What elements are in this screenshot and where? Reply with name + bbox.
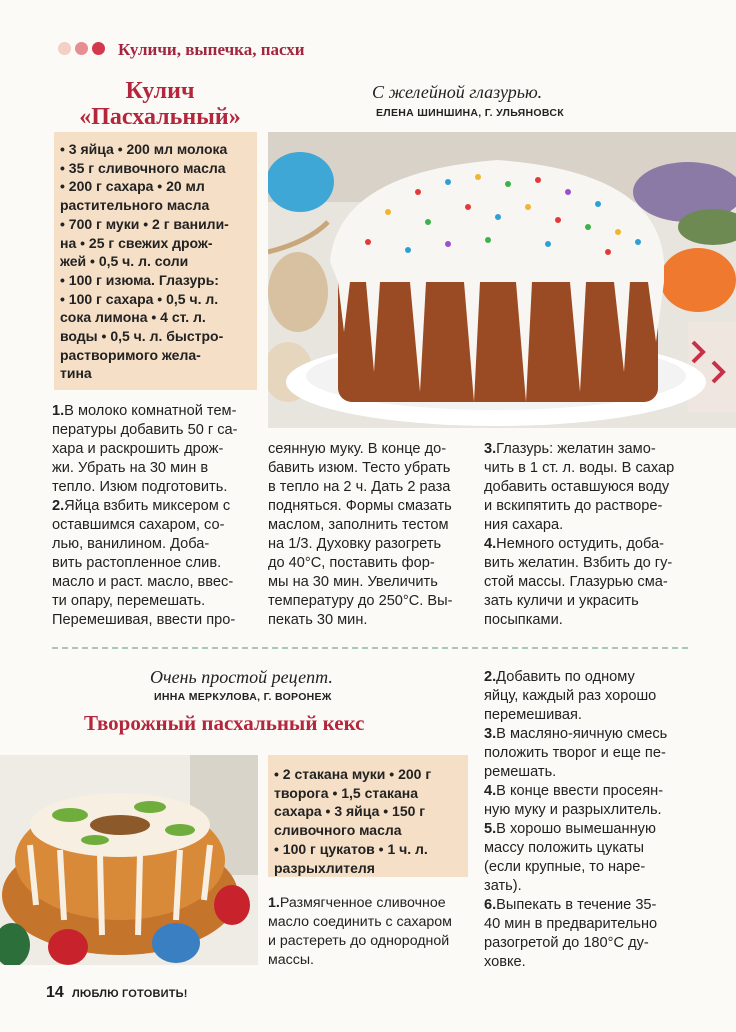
step-text: посыпками. bbox=[484, 612, 563, 628]
step-text: В конце ввести просеян- bbox=[496, 783, 664, 799]
step-number: 2. bbox=[484, 669, 497, 685]
text-line bbox=[484, 573, 694, 592]
recipe1-subtitle: С желейной глазурью. bbox=[372, 82, 543, 102]
step-text: пературы добавить 50 г са- bbox=[52, 422, 238, 438]
text-line bbox=[484, 782, 694, 801]
recipe2-subtitle: Очень простой рецепт. bbox=[150, 667, 333, 687]
text-line: подняться. Формы смазать bbox=[268, 498, 452, 514]
recipe2-author: ИННА МЕРКУЛОВА, Г. ВОРОНЕЖ bbox=[154, 691, 332, 703]
text-line bbox=[484, 953, 694, 972]
step-text: чить в 1 ст. л. воды. В сахар bbox=[484, 460, 675, 476]
recipe1-title-line: Кулич bbox=[125, 78, 195, 104]
text-line: на • 25 г свежих дрож- bbox=[60, 234, 213, 251]
step-text: вить растопленное слив. bbox=[52, 555, 222, 571]
step-number: 1. bbox=[268, 895, 280, 911]
recipe2-title: Творожный пасхальный кекс bbox=[84, 711, 365, 735]
text-line: до 40°C, поставить фор- bbox=[268, 555, 435, 571]
recipe1-steps-col2 bbox=[268, 440, 474, 630]
text-line: сливочного масла bbox=[274, 822, 402, 839]
step-text: зать). bbox=[484, 878, 522, 894]
text-line bbox=[52, 402, 264, 421]
kulich-image bbox=[268, 132, 736, 428]
text-line bbox=[484, 440, 694, 459]
recipe2-step1 bbox=[268, 894, 472, 970]
text-line: мы на 30 мин. Увеличить bbox=[268, 574, 438, 590]
step-number: 3. bbox=[484, 441, 497, 457]
step-text: и вскипятить до растворе- bbox=[484, 498, 663, 514]
text-line bbox=[484, 611, 694, 630]
step-text: массы. bbox=[268, 952, 314, 968]
step-text: положить творог и еще пе- bbox=[484, 745, 666, 761]
step-number: 6. bbox=[484, 897, 497, 913]
text-line bbox=[52, 440, 264, 459]
text-line bbox=[484, 668, 694, 687]
step-text: 40 мин в предварительно bbox=[484, 916, 658, 932]
text-line bbox=[268, 932, 472, 951]
step-text: масло и раст. масло, ввес- bbox=[52, 574, 234, 590]
text-line: растворимого жела- bbox=[60, 346, 201, 363]
text-line bbox=[484, 497, 694, 516]
step-text: перемешивая. bbox=[484, 707, 582, 723]
text-line bbox=[52, 592, 264, 611]
text-line: • 100 г цукатов • 1 ч. л. bbox=[274, 840, 428, 857]
text-line: • 100 г сахара • 0,5 ч. л. bbox=[60, 290, 219, 307]
section-divider bbox=[52, 647, 688, 649]
recipe1-title bbox=[60, 78, 260, 130]
text-line: пекать 30 мин. bbox=[268, 612, 368, 628]
step-text: Добавить по одному bbox=[496, 669, 635, 685]
step-number: 3. bbox=[484, 726, 497, 742]
text-line: разрыхлителя bbox=[274, 859, 375, 876]
text-line bbox=[484, 896, 694, 915]
dot-icon bbox=[58, 42, 71, 55]
step-text: Глазурь: желатин замо- bbox=[496, 441, 656, 457]
text-line bbox=[484, 877, 694, 896]
text-line bbox=[268, 951, 472, 970]
text-line bbox=[52, 459, 264, 478]
text-line: • 700 г муки • 2 г ванили- bbox=[60, 215, 229, 232]
text-line bbox=[484, 687, 694, 706]
text-line: маслом, заполнить тестом bbox=[268, 517, 449, 533]
text-line bbox=[484, 820, 694, 839]
step-text: ховке. bbox=[484, 954, 526, 970]
step-text: масло соединить с сахаром bbox=[268, 914, 452, 930]
text-line: • 35 г сливочного масла bbox=[60, 159, 226, 176]
step-text: Перемешивая, ввести про- bbox=[52, 612, 236, 628]
step-text: (если крупные, то наре- bbox=[484, 859, 646, 875]
text-line bbox=[52, 516, 264, 535]
text-line: • 3 яйца • 200 мл молока bbox=[60, 141, 228, 157]
text-line bbox=[484, 934, 694, 953]
text-line: растительного масла bbox=[60, 197, 210, 214]
step-text: массу положить цукаты bbox=[484, 840, 645, 856]
text-line bbox=[484, 554, 694, 573]
text-line: в тепло на 2 ч. Дать 2 раза bbox=[268, 479, 451, 495]
step-text: жи. Убрать на 30 мин в bbox=[52, 460, 209, 476]
text-line bbox=[484, 535, 694, 554]
dot-icon bbox=[92, 42, 105, 55]
text-line bbox=[484, 763, 694, 782]
text-line: • 200 г сахара • 20 мл bbox=[60, 178, 205, 195]
text-line bbox=[268, 894, 472, 913]
text-line bbox=[52, 421, 264, 440]
text-line: сеянную муку. В конце до- bbox=[268, 441, 447, 457]
step-text: яйцу, каждый раз хорошо bbox=[484, 688, 657, 704]
recipe1-title-line: «Пасхальный» bbox=[79, 104, 241, 130]
text-line: воды • 0,5 ч. л. быстро- bbox=[60, 328, 224, 345]
text-line bbox=[484, 839, 694, 858]
step-text: В масляно-яичную смесь bbox=[496, 726, 668, 742]
text-line: творога • 1,5 стакана bbox=[274, 784, 419, 801]
recipe1-ingredients bbox=[60, 140, 256, 383]
bundt-cake-photo bbox=[0, 755, 258, 965]
recipe1-steps-col3 bbox=[484, 440, 694, 630]
bundt-cake-image bbox=[0, 755, 258, 965]
text-line: тина bbox=[60, 365, 92, 382]
text-line bbox=[484, 801, 694, 820]
text-line bbox=[268, 913, 472, 932]
step-text: зать куличи и украсить bbox=[484, 593, 639, 609]
text-line bbox=[484, 744, 694, 763]
text-line bbox=[484, 592, 694, 611]
text-line: бавить изюм. Тесто убрать bbox=[268, 460, 451, 476]
step-text: ния сахара. bbox=[484, 517, 564, 533]
step-number: 4. bbox=[484, 783, 497, 799]
text-line: • 100 г изюма. Глазурь: bbox=[60, 271, 219, 288]
page-number: 14 bbox=[46, 984, 64, 1001]
step-text: разогретой до 180°C ду- bbox=[484, 935, 649, 951]
section-title: Куличи, выпечка, пасхи bbox=[118, 40, 305, 59]
text-line: температуру до 250°C. Вы- bbox=[268, 593, 453, 609]
text-line: жей • 0,5 ч. л. соли bbox=[60, 253, 189, 270]
step-text: и растереть до однородной bbox=[268, 933, 450, 949]
dot-icon bbox=[75, 42, 88, 55]
step-text: лью, ванилином. Доба- bbox=[52, 536, 210, 552]
step-text: стой массы. Глазурью сма- bbox=[484, 574, 668, 590]
step-number: 5. bbox=[484, 821, 497, 837]
step-text: ную муку и разрыхлитель. bbox=[484, 802, 662, 818]
text-line bbox=[484, 858, 694, 877]
recipe2-steps-right bbox=[484, 668, 694, 972]
text-line bbox=[484, 478, 694, 497]
step-text: В молоко комнатной тем- bbox=[64, 403, 237, 419]
text-line bbox=[52, 611, 264, 630]
text-line bbox=[52, 478, 264, 497]
step-number: 4. bbox=[484, 536, 497, 552]
text-line bbox=[484, 459, 694, 478]
step-text: тепло. Изюм подготовить. bbox=[52, 479, 228, 495]
text-line bbox=[484, 915, 694, 934]
text-line: сока лимона • 4 ст. л. bbox=[60, 309, 206, 326]
step-text: ти опару, перемешать. bbox=[52, 593, 206, 609]
recipe2-ingredients bbox=[274, 765, 466, 877]
text-line: на 1/3. Духовку разогреть bbox=[268, 536, 442, 552]
step-text: Размягченное сливочное bbox=[279, 895, 446, 911]
step-text: Выпекать в течение 35- bbox=[496, 897, 657, 913]
text-line bbox=[52, 497, 264, 516]
recipe1-author: ЕЛЕНА ШИНШИНА, Г. УЛЬЯНОВСК bbox=[376, 107, 564, 119]
text-line bbox=[52, 573, 264, 592]
text-line: сахара • 3 яйца • 150 г bbox=[274, 803, 426, 820]
recipe1-steps-col1 bbox=[52, 402, 264, 630]
step-text: В хорошо вымешанную bbox=[496, 821, 656, 837]
step-text: Немного остудить, доба- bbox=[496, 536, 664, 552]
kulich-photo bbox=[268, 132, 736, 428]
text-line bbox=[52, 554, 264, 573]
step-text: хара и раскрошить дрож- bbox=[52, 441, 224, 457]
text-line bbox=[484, 725, 694, 744]
step-text: ремешать. bbox=[484, 764, 557, 780]
text-line bbox=[484, 516, 694, 535]
step-text: добавить оставшуюся воду bbox=[484, 479, 670, 495]
step-text: вить желатин. Взбить до гу- bbox=[484, 555, 673, 571]
step-number: 2. bbox=[52, 498, 65, 514]
step-number: 1. bbox=[52, 403, 65, 419]
text-line: • 2 стакана муки • 200 г bbox=[274, 766, 432, 782]
section-dots bbox=[58, 42, 105, 55]
text-line bbox=[52, 535, 264, 554]
step-text: оставшимся сахаром, со- bbox=[52, 517, 225, 533]
step-text: Яйца взбить миксером с bbox=[64, 498, 231, 514]
magazine-name: ЛЮБЛЮ ГОТОВИТЬ! bbox=[72, 988, 188, 1000]
text-line bbox=[484, 706, 694, 725]
